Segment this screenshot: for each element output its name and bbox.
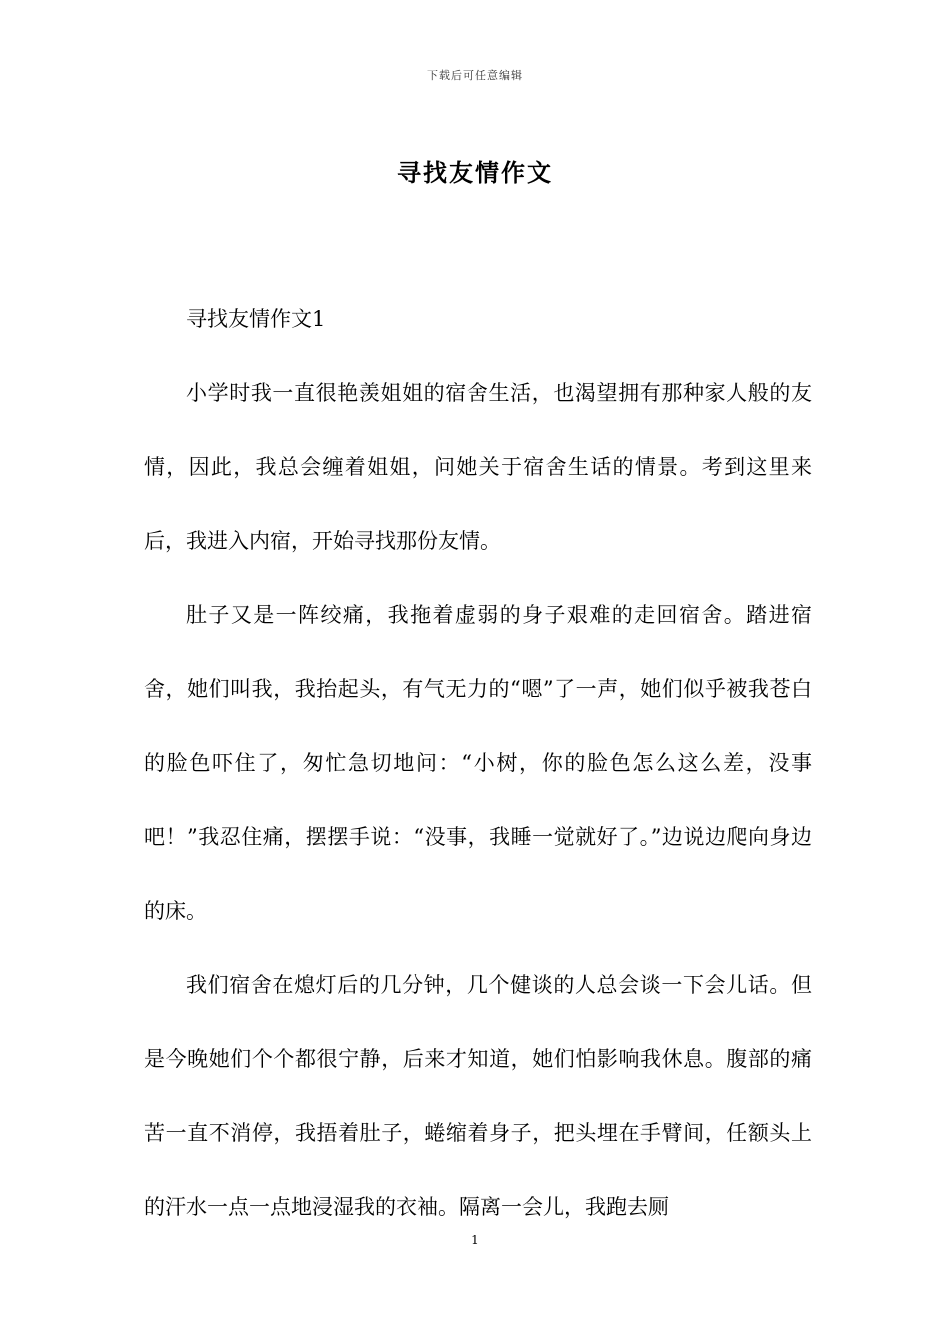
document-title: 寻找友情作文 [397,158,553,187]
document-body [144,282,812,1244]
paragraph-1: 小学时我一直很艳羡姐姐的宿舍生活，也渴望拥有那种家人般的友情，因此，我总会缠着姐姐，问她关于宿舍生话的情景。考到这里来后，我进入内宿，开始寻找那份友情。 [144,381,812,553]
header-note: 下载后可任意编辑 [427,69,523,82]
paragraph-2: 肚子又是一阵绞痛，我拖着虚弱的身子艰难的走回宿舍。踏进宿舍，她们叫我，我抬起头，有气无力的“嗯”了一声，她们似乎被我苍白的脸色吓住了，匆忙急切地问：“小树，你的脸色怎么这么差，没事吧！”我忍住痛，摆摆手说：“没事，我睡一觉就好了。”边说边爬向身边的床。 [144,603,812,923]
paragraph-3: 我们宿舍在熄灯后的几分钟，几个健谈的人总会谈一下会儿话。但是今晚她们个个都很宁静，后来才知道，她们怕影响我休息。腹部的痛苦一直不消停，我捂着肚子，蜷缩着身子，把头埋在手臂间，任额头上的汗水一点一点地浸湿我的衣袖。隔离一会儿，我跑去厕 [144,973,812,1219]
page-number: 1 [471,1233,479,1247]
section-heading: 寻找友情作文1 [186,307,326,331]
